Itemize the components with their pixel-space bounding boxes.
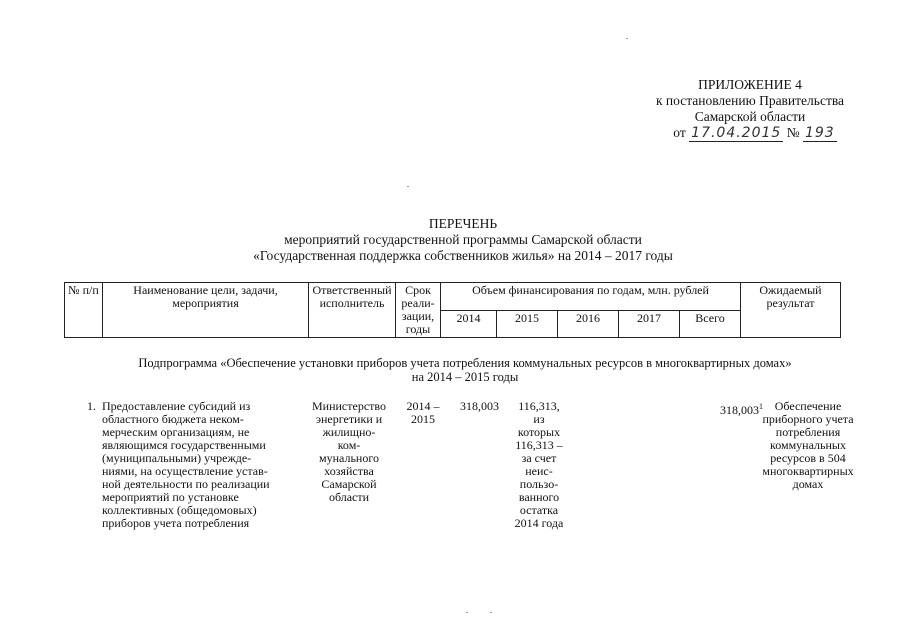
appendix-title: ПРИЛОЖЕНИЕ 4 [698,77,802,92]
number-label: № [786,125,800,140]
row1-total-value: 318,003$^1$ [720,402,763,417]
row1-result: Обеспечение приборного учета потребления коммунальных ресурсов в 504 многоквартирных домах [762,399,854,491]
scan-speck [466,612,468,613]
row1-term: 2014 – 2015 [406,399,440,426]
scan-speck [490,612,492,613]
col-name-header: Наименование цели, задачи, мероприятия [103,283,309,338]
heading-title: ПЕРЕЧЕНЬ [428,216,498,231]
footnote-marker: 1 [759,402,763,411]
col-term-header: Срок реали- зации, годы [396,283,441,338]
handwritten-number: 193 [804,125,835,141]
appendix-region-line: Самарской области [694,109,806,124]
col-executor-header: Ответственный исполнитель [309,283,396,338]
subprogram-title [80,356,850,384]
from-label: от [673,125,686,140]
row1-executor: Министерство энергетики и жилищно- ком- мунального хозяйства Самарской области [312,399,386,504]
row1-name: Предоставление субсидий из областного бюджета неком- мерческим организациям, не являющимся государственными (муниципальными) учрежде- ниями, на осуществление устав- ной деятельности по реализации мероприятий по установке коллективных (общедомовых) приборов учета потребления [102,399,270,530]
heading-line-3: «Государственная поддержка собственников жилья» на 2014 – 2017 годы [253,248,673,263]
handwritten-date: 17.04.2015 [691,125,782,141]
col-2016-header: 2016 [558,310,619,338]
appendix-date-line [600,125,900,141]
col-2017-header: 2017 [619,310,680,338]
subprogram-line-2: на 2014 – 2015 годы [411,370,519,384]
appendix-resolution-line: к постановлению Правительства [655,93,845,108]
appendix-block [600,77,900,141]
document-heading [200,216,726,264]
col-2015-header: 2015 [497,310,558,338]
scan-speck [626,38,628,39]
col-2014-header: 2014 [441,310,497,338]
col-num-header: № п/п [65,283,103,338]
heading-line-2: мероприятий государственной программы Самарской области [284,232,642,247]
col-total-header: Всего [680,310,741,338]
row1-2014-value: 318,003 [460,399,499,413]
header-table [64,282,841,338]
scan-speck [407,186,409,187]
col-result-header: Ожидаемый результат [741,283,841,338]
subprogram-line-1: Подпрограмма «Обеспечение установки приборов учета потребления коммунальных ресурсов в многоквартирных домах» [138,356,792,370]
row1-2015-value: 116,313, из которых 116,313 – за счет неис- пользо- ванного остатка 2014 года [514,399,564,530]
row1-num: 1. [87,399,96,413]
col-funding-header: Объем финансирования по годам, млн. рублей [441,283,741,311]
